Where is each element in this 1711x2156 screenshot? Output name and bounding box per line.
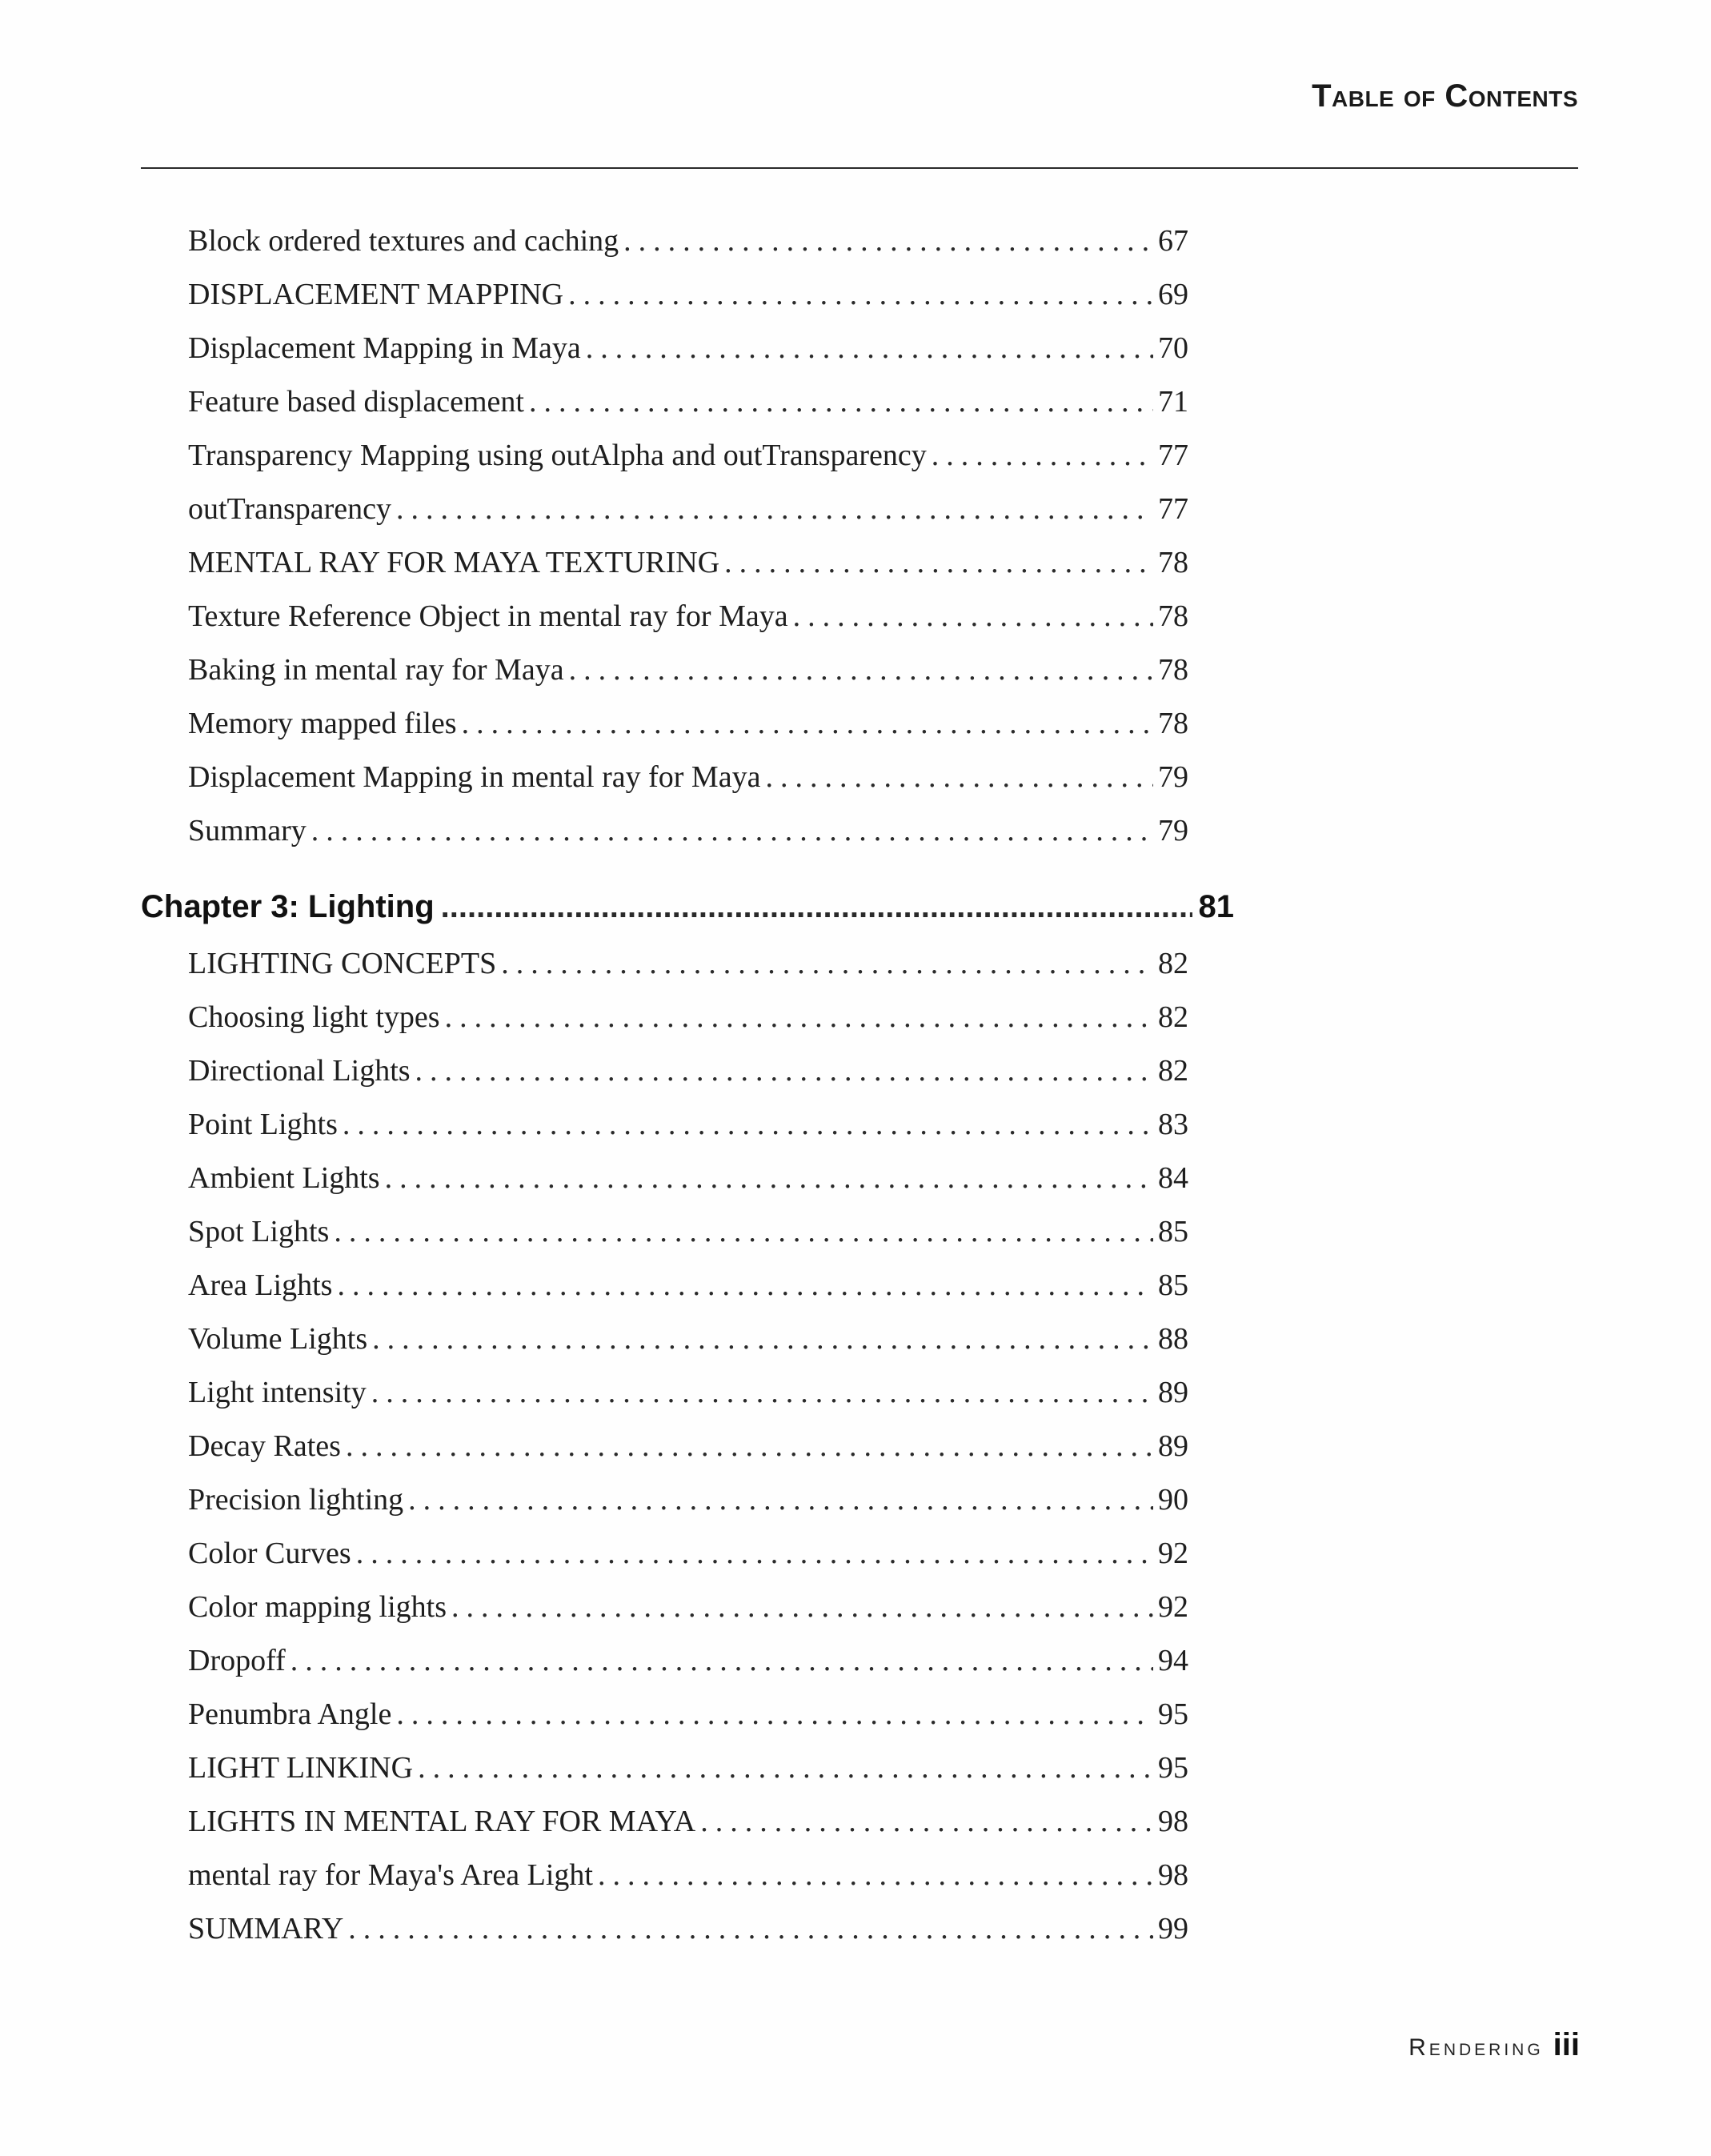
toc-entry-title: LIGHT LINKING: [188, 1751, 414, 1785]
dot-leader: [765, 759, 1153, 795]
toc-entry-title: Feature based displacement: [188, 385, 524, 419]
toc-entry[interactable]: [188, 1268, 1188, 1312]
dot-leader: [291, 1643, 1153, 1678]
toc-entry-title: Baking in mental ray for Maya: [188, 653, 564, 687]
toc-entry-page: 98: [1158, 1858, 1188, 1892]
toc-entry-page: 95: [1158, 1751, 1188, 1785]
toc-entry[interactable]: [188, 706, 1188, 751]
toc-entry-page: 90: [1158, 1483, 1188, 1517]
toc-entry-title: Color mapping lights: [188, 1590, 447, 1624]
dot-leader: [462, 706, 1153, 741]
toc-entry[interactable]: [188, 331, 1188, 375]
page-footer: [1408, 2027, 1580, 2063]
toc-entry[interactable]: [188, 1429, 1188, 1473]
dot-leader: [932, 438, 1153, 473]
toc-entry-title: Color Curves: [188, 1537, 351, 1570]
toc-entry-page: 78: [1158, 599, 1188, 633]
toc-entry-page: 82: [1158, 1054, 1188, 1088]
toc-entry-page: 88: [1158, 1322, 1188, 1356]
toc-entry-title: Dropoff: [188, 1644, 286, 1677]
toc-entry-page: 89: [1158, 1429, 1188, 1463]
dot-leader: [569, 652, 1153, 687]
toc-entry-title: SUMMARY: [188, 1912, 344, 1946]
dot-leader: [441, 889, 1192, 925]
toc-entry[interactable]: [188, 1000, 1188, 1044]
dot-leader: [598, 1857, 1153, 1893]
toc-entry-title: Displacement Mapping in Maya: [188, 331, 581, 365]
toc-entry-page: 94: [1158, 1644, 1188, 1677]
dot-leader: [371, 1375, 1153, 1410]
dot-leader: [623, 223, 1153, 258]
toc-entry-page: 85: [1158, 1215, 1188, 1248]
dot-leader: [501, 946, 1153, 981]
toc-entry-title: Texture Reference Object in mental ray for Maya: [188, 599, 788, 633]
toc-entry-title: LIGHTS IN MENTAL RAY FOR MAYA: [188, 1805, 696, 1838]
toc-entry-page: 77: [1158, 439, 1188, 472]
toc-entry[interactable]: [188, 1589, 1188, 1634]
toc-entry-page: 92: [1158, 1537, 1188, 1570]
toc-entry[interactable]: [188, 1214, 1188, 1259]
dot-leader: [586, 331, 1153, 366]
toc-entry[interactable]: [188, 1053, 1188, 1098]
toc-entry-title: mental ray for Maya's Area Light: [188, 1858, 593, 1892]
running-head: Table of Contents: [1312, 78, 1578, 114]
toc-entry[interactable]: [188, 946, 1188, 991]
toc-entry[interactable]: [188, 545, 1188, 590]
dot-leader: [568, 277, 1153, 312]
toc-entry-page: 79: [1158, 814, 1188, 848]
dot-leader: [385, 1160, 1153, 1196]
page-number: iii: [1553, 2027, 1580, 2062]
dot-leader: [346, 1429, 1153, 1464]
dot-leader: [356, 1536, 1153, 1571]
toc-entry[interactable]: [188, 813, 1188, 858]
toc-entry[interactable]: [188, 1857, 1188, 1902]
dot-leader: [348, 1911, 1153, 1946]
toc-entry[interactable]: [188, 652, 1188, 697]
toc-entry-page: 84: [1158, 1161, 1188, 1195]
dot-leader: [724, 545, 1153, 580]
toc-entry-page: 70: [1158, 331, 1188, 365]
toc-entry-title: Area Lights: [188, 1268, 333, 1302]
toc-chapter-entry[interactable]: [141, 889, 1234, 937]
toc-entry-title: Displacement Mapping in mental ray for Maya: [188, 760, 761, 794]
toc-entry-page: 89: [1158, 1376, 1188, 1409]
toc-entry[interactable]: [188, 1804, 1188, 1849]
dot-leader: [418, 1750, 1153, 1785]
dot-leader: [372, 1321, 1153, 1357]
toc-entry-page: 98: [1158, 1805, 1188, 1838]
toc-entry-page: 82: [1158, 1000, 1188, 1034]
toc-entry-title: Spot Lights: [188, 1215, 330, 1248]
toc-entry-page: 83: [1158, 1108, 1188, 1141]
toc-entry-page: 79: [1158, 760, 1188, 794]
dot-leader: [793, 599, 1153, 634]
dot-leader: [415, 1053, 1153, 1088]
dot-leader: [337, 1268, 1153, 1303]
book-title: Rendering: [1408, 2034, 1544, 2061]
toc-entry[interactable]: [188, 759, 1188, 804]
dot-leader: [529, 384, 1153, 419]
toc-entry-title: Penumbra Angle: [188, 1697, 392, 1731]
toc-entry-title: outTransparency: [188, 492, 391, 526]
toc-entry[interactable]: [188, 491, 1188, 536]
toc-entry-page: 71: [1158, 385, 1188, 419]
toc-entry[interactable]: [188, 1160, 1188, 1205]
toc-entry-title: Directional Lights: [188, 1054, 411, 1088]
toc-entry[interactable]: [188, 1375, 1188, 1420]
toc-entry[interactable]: [188, 438, 1188, 483]
dot-leader: [451, 1589, 1153, 1625]
toc-entry[interactable]: [188, 1321, 1188, 1366]
toc-entry-title: LIGHTING CONCEPTS: [188, 947, 497, 980]
toc-entry[interactable]: [188, 1697, 1188, 1741]
toc-entry-title: Decay Rates: [188, 1429, 341, 1463]
dot-leader: [311, 813, 1153, 848]
toc-entry[interactable]: [188, 384, 1188, 429]
toc-entry-title: Choosing light types: [188, 1000, 440, 1034]
toc-entry[interactable]: [188, 1482, 1188, 1527]
dot-leader: [334, 1214, 1153, 1249]
toc-entry[interactable]: [188, 1911, 1188, 1956]
toc-entry-page: 78: [1158, 546, 1188, 579]
toc-entry-title: Summary: [188, 814, 307, 848]
toc-entry-title: Volume Lights: [188, 1322, 368, 1356]
toc-entry-title: Point Lights: [188, 1108, 338, 1141]
dot-leader: [396, 491, 1153, 527]
toc-entry-page: 69: [1158, 278, 1188, 311]
dot-leader: [396, 1697, 1153, 1732]
dot-leader: [408, 1482, 1153, 1517]
toc-entry-page: 85: [1158, 1268, 1188, 1302]
toc-entry-page: 82: [1158, 947, 1188, 980]
toc-entry-title: Block ordered textures and caching: [188, 224, 619, 258]
toc-entry-title: Ambient Lights: [188, 1161, 380, 1195]
toc-entry-title: DISPLACEMENT MAPPING: [188, 278, 564, 311]
toc-entry-page: 99: [1158, 1912, 1188, 1946]
dot-leader: [700, 1804, 1153, 1839]
toc-entry-title: Transparency Mapping using outAlpha and outTransparency: [188, 439, 927, 472]
toc-entry-title: Memory mapped files: [188, 707, 457, 740]
chapter-page: 81: [1198, 889, 1234, 924]
toc-entry-title: Precision lighting: [188, 1483, 404, 1517]
toc-entry[interactable]: [188, 1536, 1188, 1581]
toc-entry-page: 92: [1158, 1590, 1188, 1624]
toc-entry-page: 67: [1158, 224, 1188, 258]
toc-entry[interactable]: [188, 1107, 1188, 1152]
dot-leader: [445, 1000, 1153, 1035]
toc-entry[interactable]: [188, 1750, 1188, 1795]
toc-entry-page: 77: [1158, 492, 1188, 526]
dot-leader: [343, 1107, 1153, 1142]
toc-entry[interactable]: [188, 277, 1188, 322]
chapter-title: Chapter 3: Lighting: [141, 889, 435, 924]
toc-entry-title: MENTAL RAY FOR MAYA TEXTURING: [188, 546, 720, 579]
toc-entry-title: Light intensity: [188, 1376, 367, 1409]
toc-entry[interactable]: [188, 599, 1188, 643]
toc-entry-page: 78: [1158, 707, 1188, 740]
toc-entry-page: 95: [1158, 1697, 1188, 1731]
toc-entry[interactable]: [188, 223, 1188, 268]
toc-entry[interactable]: [188, 1643, 1188, 1688]
toc-entry-page: 78: [1158, 653, 1188, 687]
